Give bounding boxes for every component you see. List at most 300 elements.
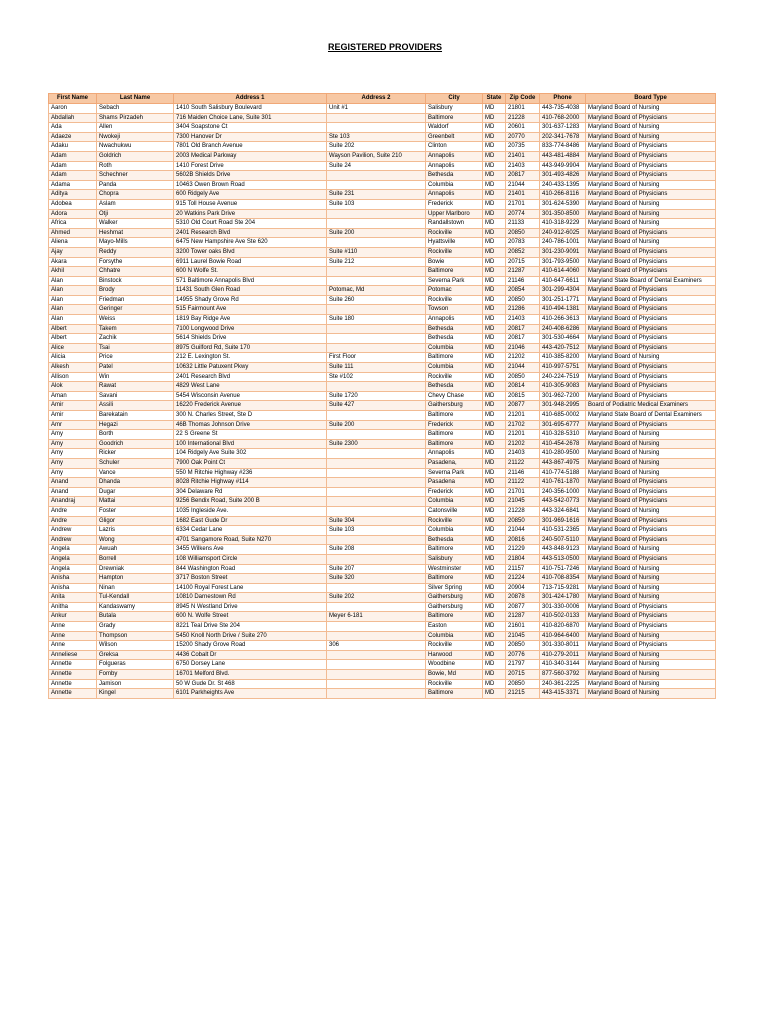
- table-cell: 20850: [506, 679, 540, 689]
- table-cell: Anneliese: [49, 650, 97, 660]
- table-cell: Harwood: [426, 650, 483, 660]
- table-cell: Mayo-Mills: [97, 238, 174, 248]
- table-cell: 21202: [506, 353, 540, 363]
- table-cell: MD: [483, 104, 506, 114]
- table-cell: Severna Park: [426, 276, 483, 286]
- table-cell: Baltimore: [426, 689, 483, 699]
- table-cell: Amy: [49, 430, 97, 440]
- table-cell: 833-774-8486: [540, 142, 586, 152]
- table-cell: 21401: [506, 190, 540, 200]
- table-cell: Foster: [97, 506, 174, 516]
- table-cell: Frederick: [426, 487, 483, 497]
- table-cell: Baltimore: [426, 545, 483, 555]
- table-cell: Rockville: [426, 372, 483, 382]
- table-cell: Maryland Board of Nursing: [586, 670, 716, 680]
- table-cell: Reddy: [97, 247, 174, 257]
- table-cell: Schuler: [97, 458, 174, 468]
- table-cell: 1819 Bay Ridge Ave: [174, 315, 327, 325]
- table-cell: Forsythe: [97, 257, 174, 267]
- table-cell: MD: [483, 650, 506, 660]
- table-cell: Rockville: [426, 679, 483, 689]
- table-cell: Suite 2300: [327, 439, 426, 449]
- table-row: [49, 535, 716, 545]
- table-cell: Suite 260: [327, 295, 426, 305]
- table-cell: MD: [483, 535, 506, 545]
- table-cell: MD: [483, 449, 506, 459]
- table-cell: 20877: [506, 401, 540, 411]
- table-cell: [327, 487, 426, 497]
- table-cell: 21201: [506, 430, 540, 440]
- table-cell: Tul-Kendall: [97, 593, 174, 603]
- table-cell: 14955 Shady Grove Rd: [174, 295, 327, 305]
- table-cell: 21044: [506, 526, 540, 536]
- table-cell: Annette: [49, 670, 97, 680]
- table-cell: [327, 430, 426, 440]
- table-row: [49, 372, 716, 382]
- table-cell: Amy: [49, 449, 97, 459]
- table-cell: 20715: [506, 670, 540, 680]
- table-cell: 21122: [506, 458, 540, 468]
- table-cell: 104 Ridgely Ave Suite 302: [174, 449, 327, 459]
- table-cell: 10632 Little Patuxent Pkwy: [174, 363, 327, 373]
- table-row: [49, 353, 716, 363]
- table-cell: 21403: [506, 449, 540, 459]
- table-cell: Annapolis: [426, 190, 483, 200]
- table-cell: 443-848-9123: [540, 545, 586, 555]
- table-row: [49, 583, 716, 593]
- table-cell: Maryland Board of Physicians: [586, 315, 716, 325]
- table-cell: 4436 Cobalt Dr: [174, 650, 327, 660]
- table-cell: 240-786-1001: [540, 238, 586, 248]
- table-cell: Bowie: [426, 257, 483, 267]
- table-row: [49, 391, 716, 401]
- table-row: [49, 113, 716, 123]
- table-cell: Wong: [97, 535, 174, 545]
- table-cell: [327, 324, 426, 334]
- table-cell: Folgueras: [97, 660, 174, 670]
- table-cell: 7801 Old Branch Avenue: [174, 142, 327, 152]
- table-cell: Suite 103: [327, 199, 426, 209]
- table-cell: Aditya: [49, 190, 97, 200]
- table-cell: 301-637-1283: [540, 123, 586, 133]
- table-row: [49, 247, 716, 257]
- table-cell: 410-502-0133: [540, 612, 586, 622]
- table-cell: Amy: [49, 439, 97, 449]
- table-row: [49, 689, 716, 699]
- table-cell: Rockville: [426, 641, 483, 651]
- table-cell: [327, 113, 426, 123]
- table-cell: MD: [483, 315, 506, 325]
- table-cell: 21701: [506, 199, 540, 209]
- table-cell: 20850: [506, 295, 540, 305]
- table-row: [49, 190, 716, 200]
- table-cell: 21046: [506, 343, 540, 353]
- table-row: [49, 180, 716, 190]
- table-cell: 10810 Darnestown Rd: [174, 593, 327, 603]
- table-cell: 301-969-1616: [540, 516, 586, 526]
- table-cell: [327, 689, 426, 699]
- table-cell: Brody: [97, 286, 174, 296]
- table-cell: Maryland Board of Nursing: [586, 104, 716, 114]
- table-row: [49, 449, 716, 459]
- table-cell: Maryland Board of Nursing: [586, 449, 716, 459]
- table-cell: Suite 202: [327, 142, 426, 152]
- table-cell: Chevy Chase: [426, 391, 483, 401]
- table-cell: MD: [483, 612, 506, 622]
- column-header: Address 2: [327, 94, 426, 104]
- table-cell: 600 N Wolfe St.: [174, 267, 327, 277]
- table-cell: 46B Thomas Johnson Drive: [174, 420, 327, 430]
- table-cell: Anitha: [49, 602, 97, 612]
- table-cell: Dugar: [97, 487, 174, 497]
- table-cell: 20850: [506, 372, 540, 382]
- table-cell: Hyattsville: [426, 238, 483, 248]
- table-cell: Aaron: [49, 104, 97, 114]
- table-cell: Annapolis: [426, 151, 483, 161]
- table-row: [49, 516, 716, 526]
- table-cell: [327, 219, 426, 229]
- table-cell: Annette: [49, 689, 97, 699]
- table-row: [49, 161, 716, 171]
- table-cell: Amy: [49, 458, 97, 468]
- table-row: [49, 382, 716, 392]
- table-cell: Thompson: [97, 631, 174, 641]
- table-cell: 410-708-8354: [540, 574, 586, 584]
- table-cell: 1035 Ingleside Ave.: [174, 506, 327, 516]
- table-cell: 21157: [506, 564, 540, 574]
- table-cell: 20715: [506, 257, 540, 267]
- table-cell: 21228: [506, 113, 540, 123]
- table-cell: 21146: [506, 276, 540, 286]
- table-cell: Alan: [49, 286, 97, 296]
- table-cell: MD: [483, 458, 506, 468]
- table-cell: Alice: [49, 343, 97, 353]
- table-cell: Patel: [97, 363, 174, 373]
- table-cell: MD: [483, 219, 506, 229]
- table-cell: Bowie, Md: [426, 670, 483, 680]
- table-cell: Schechner: [97, 171, 174, 181]
- table-cell: Adaeze: [49, 132, 97, 142]
- table-cell: MD: [483, 679, 506, 689]
- table-cell: 410-328-5310: [540, 430, 586, 440]
- table-cell: Columbia: [426, 363, 483, 373]
- table-cell: Otji: [97, 209, 174, 219]
- table-cell: 8221 Teal Drive Ste 204: [174, 622, 327, 632]
- table-cell: Butala: [97, 612, 174, 622]
- table-cell: Suite 111: [327, 363, 426, 373]
- table-row: [49, 123, 716, 133]
- table-cell: Baltimore: [426, 353, 483, 363]
- table-row: [49, 142, 716, 152]
- table-cell: Maryland Board of Nursing: [586, 132, 716, 142]
- table-cell: Suite 103: [327, 526, 426, 536]
- table-cell: 20817: [506, 171, 540, 181]
- table-cell: Ajay: [49, 247, 97, 257]
- table-cell: 2401 Research Blvd: [174, 228, 327, 238]
- table-cell: 21403: [506, 161, 540, 171]
- table-row: [49, 612, 716, 622]
- table-cell: Andrew: [49, 526, 97, 536]
- table-cell: 21701: [506, 487, 540, 497]
- table-cell: 5614 Shields Drive: [174, 334, 327, 344]
- table-cell: Maryland Board of Physicians: [586, 420, 716, 430]
- table-cell: Zachik: [97, 334, 174, 344]
- table-cell: Suite 200: [327, 228, 426, 238]
- table-cell: 301-695-6777: [540, 420, 586, 430]
- table-cell: [327, 123, 426, 133]
- table-cell: [327, 305, 426, 315]
- table-row: [49, 487, 716, 497]
- table-cell: Maryland Board of Nursing: [586, 545, 716, 555]
- table-cell: MD: [483, 430, 506, 440]
- table-cell: 21287: [506, 267, 540, 277]
- table-row: [49, 257, 716, 267]
- table-cell: Maryland Board of Nursing: [586, 439, 716, 449]
- table-row: [49, 526, 716, 536]
- table-cell: Assili: [97, 401, 174, 411]
- table-cell: Frederick: [426, 199, 483, 209]
- table-cell: Columbia: [426, 343, 483, 353]
- table-cell: [327, 660, 426, 670]
- table-cell: Borrell: [97, 554, 174, 564]
- table-cell: Alan: [49, 315, 97, 325]
- table-cell: 1410 South Salisbury Boulevard: [174, 104, 327, 114]
- table-cell: Amir: [49, 411, 97, 421]
- table-cell: MD: [483, 343, 506, 353]
- table-cell: 8975 Guilford Rd, Suite 170: [174, 343, 327, 353]
- table-cell: Baltimore: [426, 612, 483, 622]
- table-cell: 410-279-2011: [540, 650, 586, 660]
- table-cell: MD: [483, 132, 506, 142]
- table-cell: 301-493-4826: [540, 171, 586, 181]
- table-cell: 550 M Ritchie Highway #236: [174, 468, 327, 478]
- table-cell: Maryland Board of Physicians: [586, 228, 716, 238]
- table-cell: Amr: [49, 420, 97, 430]
- table-cell: MD: [483, 516, 506, 526]
- table-cell: Suite 1720: [327, 391, 426, 401]
- table-cell: Suite 231: [327, 190, 426, 200]
- table-cell: Geringer: [97, 305, 174, 315]
- table-cell: [327, 411, 426, 421]
- table-cell: 21224: [506, 574, 540, 584]
- table-row: [49, 286, 716, 296]
- table-body: [49, 104, 716, 699]
- table-cell: Pasadena: [426, 478, 483, 488]
- table-cell: Anne: [49, 631, 97, 641]
- table-row: [49, 411, 716, 421]
- table-cell: Maryland Board of Physicians: [586, 334, 716, 344]
- table-cell: 3717 Boston Street: [174, 574, 327, 584]
- table-cell: Angela: [49, 564, 97, 574]
- table-cell: MD: [483, 295, 506, 305]
- table-cell: [327, 506, 426, 516]
- table-cell: Woodbine: [426, 660, 483, 670]
- table-cell: Bethesda: [426, 535, 483, 545]
- table-cell: Sebach: [97, 104, 174, 114]
- table-cell: Angela: [49, 554, 97, 564]
- table-cell: 301-230-9091: [540, 247, 586, 257]
- table-cell: 410-964-6400: [540, 631, 586, 641]
- table-row: [49, 478, 716, 488]
- table-cell: Maryland Board of Physicians: [586, 391, 716, 401]
- table-cell: 202-341-7678: [540, 132, 586, 142]
- table-cell: Maryland Board of Nursing: [586, 574, 716, 584]
- table-cell: [327, 238, 426, 248]
- table-cell: 21201: [506, 411, 540, 421]
- table-cell: 4829 West Lane: [174, 382, 327, 392]
- table-cell: Ninan: [97, 583, 174, 593]
- table-cell: Adam: [49, 161, 97, 171]
- table-cell: [327, 449, 426, 459]
- table-cell: 21215: [506, 689, 540, 699]
- table-cell: Maryland Board of Nursing: [586, 123, 716, 133]
- table-cell: MD: [483, 660, 506, 670]
- table-cell: Suite 180: [327, 315, 426, 325]
- table-cell: Maryland Board of Physicians: [586, 363, 716, 373]
- table-cell: 20850: [506, 641, 540, 651]
- table-cell: Barekatain: [97, 411, 174, 421]
- table-cell: MD: [483, 622, 506, 632]
- table-cell: 240-356-1000: [540, 487, 586, 497]
- table-cell: 300 N. Charles Street, Ste D: [174, 411, 327, 421]
- table-cell: Maryland Board of Nursing: [586, 238, 716, 248]
- table-cell: 5310 Old Court Road Ste 204: [174, 219, 327, 229]
- table-cell: Africa: [49, 219, 97, 229]
- table-cell: Anand: [49, 478, 97, 488]
- table-cell: MD: [483, 382, 506, 392]
- table-cell: MD: [483, 478, 506, 488]
- table-cell: MD: [483, 554, 506, 564]
- table-cell: MD: [483, 670, 506, 680]
- table-cell: Towson: [426, 305, 483, 315]
- table-cell: 20770: [506, 132, 540, 142]
- table-row: [49, 315, 716, 325]
- table-cell: Anne: [49, 641, 97, 651]
- table-cell: 1410 Forest Drive: [174, 161, 327, 171]
- table-cell: 21401: [506, 151, 540, 161]
- table-cell: MD: [483, 689, 506, 699]
- table-cell: Maryland Board of Physicians: [586, 602, 716, 612]
- table-cell: [327, 468, 426, 478]
- table-cell: Rockville: [426, 228, 483, 238]
- table-row: [49, 430, 716, 440]
- table-cell: Weiss: [97, 315, 174, 325]
- table-cell: 11431 South Glen Road: [174, 286, 327, 296]
- providers-table: [48, 93, 716, 699]
- table-cell: Greksa: [97, 650, 174, 660]
- table-cell: MD: [483, 564, 506, 574]
- table-cell: Aliena: [49, 238, 97, 248]
- table-row: [49, 171, 716, 181]
- table-cell: 301-251-1771: [540, 295, 586, 305]
- table-cell: Anne: [49, 622, 97, 632]
- table-cell: Adam: [49, 171, 97, 181]
- table-cell: [327, 478, 426, 488]
- table-cell: 6911 Laurel Bowie Road: [174, 257, 327, 267]
- table-cell: Chopra: [97, 190, 174, 200]
- table-cell: [327, 334, 426, 344]
- table-cell: Suite 24: [327, 161, 426, 171]
- table-cell: 7300 Hanover Dr: [174, 132, 327, 142]
- table-cell: 1682 East Gude Dr: [174, 516, 327, 526]
- table-cell: 410-340-3144: [540, 660, 586, 670]
- table-cell: 21801: [506, 104, 540, 114]
- table-row: [49, 267, 716, 277]
- table-cell: Akhil: [49, 267, 97, 277]
- table-cell: 301-793-9500: [540, 257, 586, 267]
- column-header: City: [426, 94, 483, 104]
- table-cell: 21133: [506, 219, 540, 229]
- table-cell: MD: [483, 439, 506, 449]
- table-row: [49, 420, 716, 430]
- table-cell: 240-507-5110: [540, 535, 586, 545]
- table-cell: Maryland Board of Physicians: [586, 190, 716, 200]
- table-cell: Greenbelt: [426, 132, 483, 142]
- table-cell: MD: [483, 574, 506, 584]
- table-cell: [327, 535, 426, 545]
- table-cell: Maryland Board of Physicians: [586, 535, 716, 545]
- table-cell: Maryland Board of Physicians: [586, 257, 716, 267]
- table-cell: Salisbury: [426, 554, 483, 564]
- table-cell: 6750 Dorsey Lane: [174, 660, 327, 670]
- table-cell: Rockville: [426, 516, 483, 526]
- table-cell: 20774: [506, 209, 540, 219]
- table-cell: 410-614-4060: [540, 267, 586, 277]
- table-cell: Ricker: [97, 449, 174, 459]
- table-cell: Allen: [97, 123, 174, 133]
- table-cell: Hegazi: [97, 420, 174, 430]
- table-cell: Maryland Board of Physicians: [586, 372, 716, 382]
- table-cell: 410-266-3613: [540, 315, 586, 325]
- table-row: [49, 660, 716, 670]
- table-cell: MD: [483, 209, 506, 219]
- table-cell: 20815: [506, 391, 540, 401]
- table-cell: 21601: [506, 622, 540, 632]
- table-cell: 100 International Blvd: [174, 439, 327, 449]
- table-cell: 21702: [506, 420, 540, 430]
- table-cell: 240-433-1395: [540, 180, 586, 190]
- table-row: [49, 545, 716, 555]
- table-cell: Wayson Pavilion, Suite 210: [327, 151, 426, 161]
- table-cell: 21229: [506, 545, 540, 555]
- table-cell: Baltimore: [426, 411, 483, 421]
- table-cell: MD: [483, 190, 506, 200]
- table-cell: MD: [483, 324, 506, 334]
- table-cell: 443-324-6841: [540, 506, 586, 516]
- table-cell: Andrew: [49, 535, 97, 545]
- table-cell: Goodrich: [97, 439, 174, 449]
- table-row: [49, 219, 716, 229]
- table-cell: Gaithersburg: [426, 593, 483, 603]
- table-cell: 20852: [506, 247, 540, 257]
- table-cell: Binstock: [97, 276, 174, 286]
- table-cell: MD: [483, 593, 506, 603]
- table-cell: Maryland Board of Physicians: [586, 497, 716, 507]
- table-row: [49, 622, 716, 632]
- table-cell: Maryland Board of Physicians: [586, 612, 716, 622]
- table-cell: 410-494-1381: [540, 305, 586, 315]
- table-cell: Kingel: [97, 689, 174, 699]
- table-row: [49, 468, 716, 478]
- table-cell: 21044: [506, 180, 540, 190]
- table-cell: 212 E. Lexington St.: [174, 353, 327, 363]
- table-cell: [327, 670, 426, 680]
- table-cell: [327, 267, 426, 277]
- table-cell: Maryland Board of Physicians: [586, 382, 716, 392]
- table-cell: [327, 554, 426, 564]
- table-cell: Maryland Board of Physicians: [586, 286, 716, 296]
- table-cell: 20601: [506, 123, 540, 133]
